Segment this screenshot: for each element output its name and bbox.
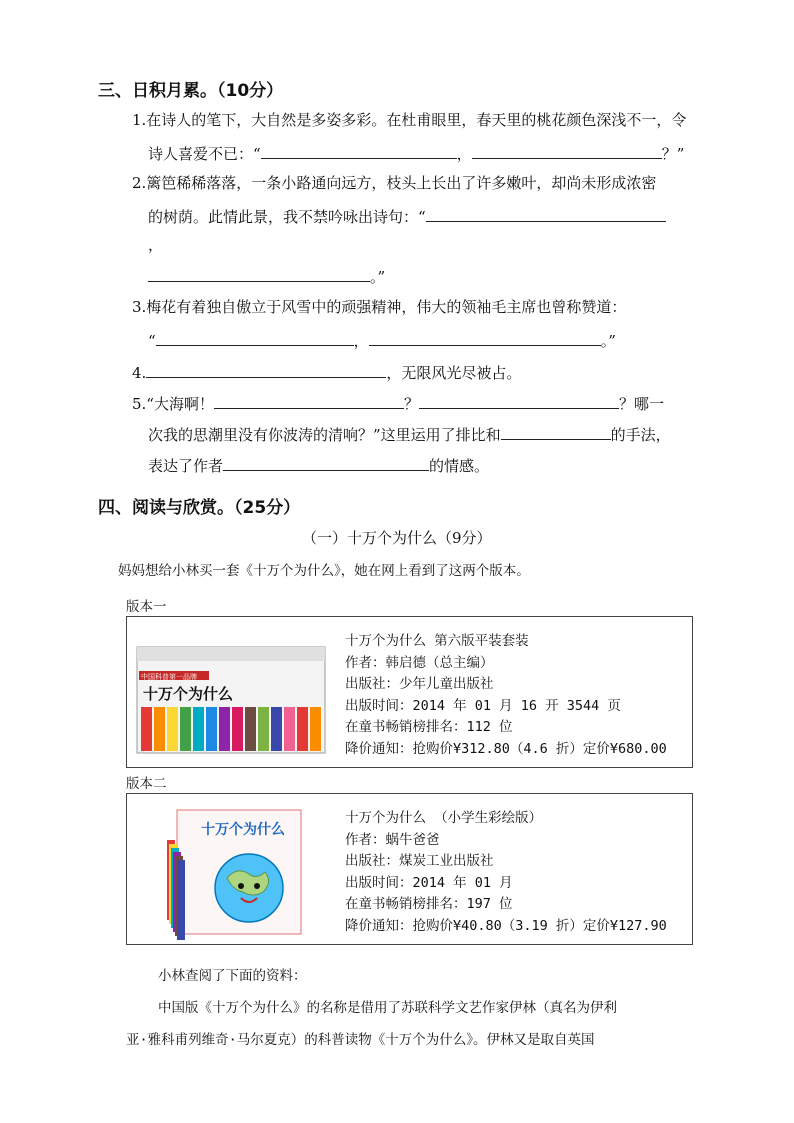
version-1-line: 降价通知：抢购价¥312.80（4.6 折）定价¥680.00 [345, 740, 667, 757]
version-1-card [126, 616, 693, 768]
version-1-line: 出版社：少年儿童出版社 [345, 676, 494, 692]
reading-1-title: （一）十万个为什么（9分） [302, 529, 492, 547]
version-2-line: 十万个为什么 （小学生彩绘版） [345, 810, 543, 826]
reading-intro: 妈妈想给小林买一套《十万个为什么》，她在网上看到了这两个版本。 [118, 563, 530, 579]
q4-blank[interactable] [146, 360, 386, 378]
cover-spine-stripe [206, 707, 217, 751]
version-2-line: 出版社：煤炭工业出版社 [345, 853, 494, 869]
q5-blank-3[interactable] [501, 422, 611, 440]
q5-line1: 5.“大海啊！ ？ ？哪一 [132, 391, 664, 414]
cover-spine-stripe [180, 707, 191, 751]
material-line-2: 亚·雅科甫列维奇·马尔夏克）的科普读物《十万个为什么》。伊林又是取自英国 [126, 1032, 595, 1048]
q5-line3: 表达了作者 的情感。 [148, 453, 489, 476]
q1-line1: 1.在诗人的笔下，大自然是多姿多彩。在杜甫眼里，春天里的桃花颜色深浅不一，令 [132, 111, 687, 129]
version-2-line: 在童书畅销榜排名：197 位 [345, 896, 513, 912]
version-1-line: 在童书畅销榜排名：112 位 [345, 719, 513, 735]
q2-line1: 2.篱笆稀稀落落，一条小路通向远方，枝头上长出了许多嫩叶，却尚未形成浓密 [132, 174, 657, 192]
q2-blank-1[interactable] [426, 204, 666, 222]
q3-line1: 3.梅花有着独自傲立于风雪中的顽强精神，伟大的领袖毛主席也曾称赞道： [132, 298, 627, 316]
cover-spine-stripe [219, 707, 230, 751]
version-1-line: 出版时间：2014 年 01 月 16 开 3544 页 [345, 697, 621, 714]
section-4-heading: 四、阅读与欣赏。（25分） [98, 498, 301, 518]
cover-spine-stripe [245, 707, 256, 751]
q5-blank-2[interactable] [419, 391, 619, 409]
material-line-1: 中国版《十万个为什么》的名称是借用了苏联科学文艺作家伊林（真名为伊利 [158, 1000, 617, 1016]
version-2-line: 降价通知：抢购价¥40.80（3.19 折）定价¥127.90 [345, 917, 667, 934]
q3-blank-1[interactable] [156, 328, 354, 346]
q5-blank-4[interactable] [223, 453, 429, 471]
q5-line2: 次我的思潮里没有你波涛的清响？”这里运用了排比和 的手法， [148, 422, 671, 445]
cover-spine-stripe [177, 860, 185, 940]
q3-blank-2[interactable] [369, 328, 601, 346]
q1-blank-1[interactable] [261, 141, 457, 159]
cover-spine-stripe [232, 707, 243, 751]
cover-spine-stripe [297, 707, 308, 751]
material-intro: 小林查阅了下面的资料： [158, 968, 307, 984]
version-2-cover-image [157, 800, 317, 940]
version-1-label: 版本一 [126, 599, 167, 615]
cover-spine-stripe [141, 707, 152, 751]
q1-blank-2[interactable] [472, 141, 662, 159]
q2-blank-2[interactable] [148, 264, 370, 282]
cover-spine-stripe [167, 707, 178, 751]
cover-spine-stripe [271, 707, 282, 751]
version-1-cover-title: 十万个为什么 [143, 685, 234, 703]
q1-line2: 诗人喜爱不已：“ ， ？” [148, 141, 684, 164]
version-1-info [345, 631, 667, 760]
version-2-cover-title: 十万个为什么 [201, 822, 285, 838]
version-1-cover-image [133, 627, 333, 757]
q4-line: 4. ，无限风光尽被占。 [132, 360, 521, 383]
version-2-label: 版本二 [126, 776, 167, 792]
section-3-heading: 三、日积月累。（10分） [98, 81, 284, 101]
cover-spine-stripe [284, 707, 295, 751]
version-1-cover-badge: 中国科普第一品牌 [141, 673, 197, 681]
cover-spine-stripe [258, 707, 269, 751]
q3-line2: “ ， 。” [148, 328, 616, 351]
q5-blank-1[interactable] [214, 391, 404, 409]
q2-line4: 。” [148, 264, 385, 287]
q2-comma: ， [148, 236, 164, 254]
cover-spine-stripe [310, 707, 321, 751]
version-2-line: 出版时间：2014 年 01 月 [345, 874, 513, 891]
version-1-line: 十万个为什么 第六版平装套装 [345, 633, 529, 649]
version-2-info [345, 808, 667, 937]
version-1-line: 作者：韩启德（总主编） [345, 654, 494, 671]
version-2-line: 作者：蜗牛爸爸 [345, 831, 440, 848]
cover-spine-stripe [193, 707, 204, 751]
version-2-card [126, 793, 693, 945]
cover-spine-stripe [154, 707, 165, 751]
q2-line2: 的树荫。此情此景，我不禁吟咏出诗句：“ [148, 204, 666, 227]
